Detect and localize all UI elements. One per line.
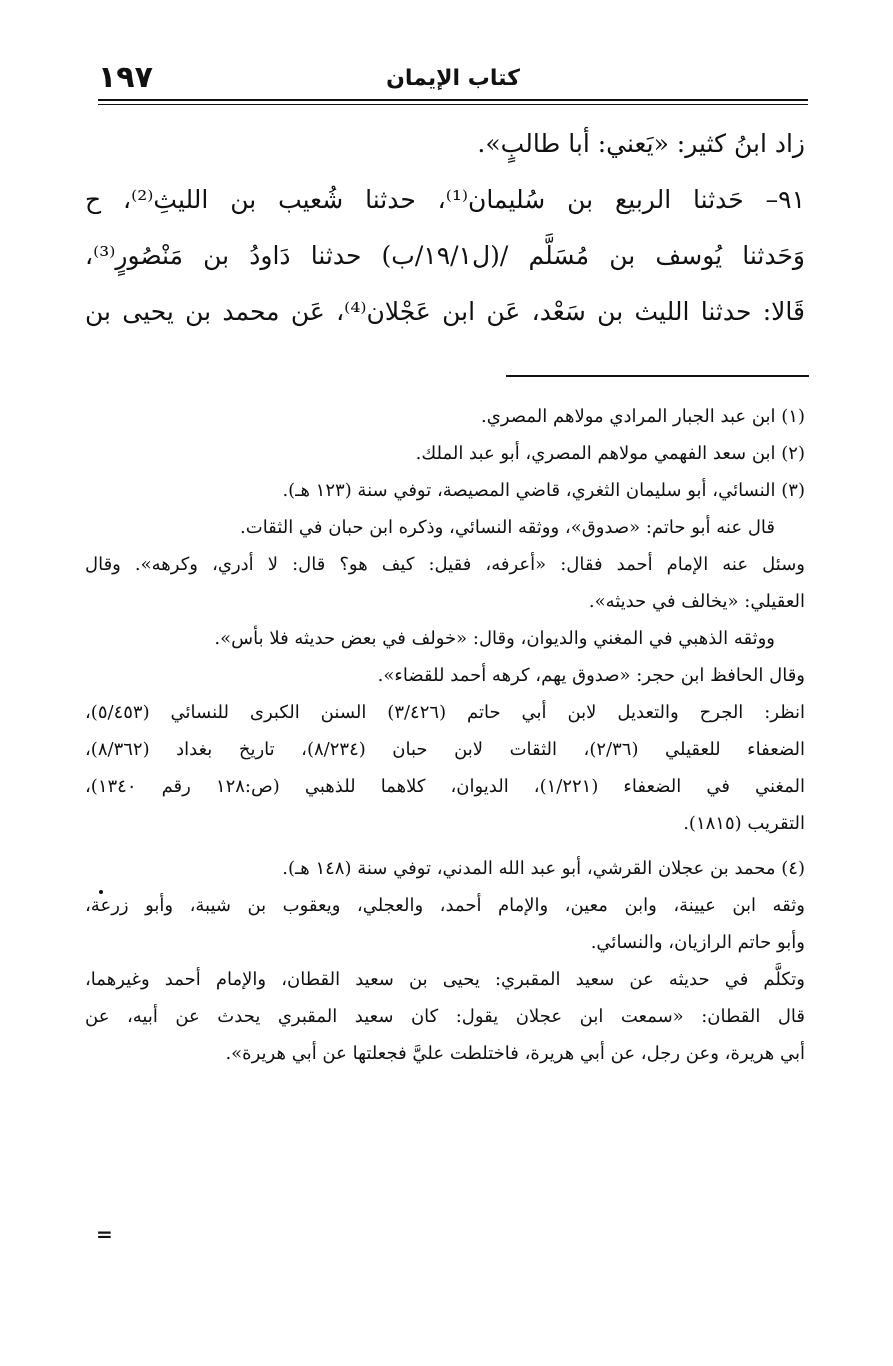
header-rule-thin <box>98 104 808 105</box>
footnote-line: العقيلي: «يخالف في حديثه». <box>588 591 805 612</box>
main-text <box>85 116 805 340</box>
header-rule <box>98 99 808 101</box>
footnote-line: التقريب (١٨١٥). <box>683 813 805 834</box>
footnote-line: الضعفاء للعقيلي (٢/٣٦)، الثقات لابن حبان (٨/٢٣٤)، تاريخ بغداد (٨/٣٦٢)، <box>85 739 805 760</box>
margin-dot <box>99 890 103 894</box>
footnote-line: وأبو حاتم الرازيان، والنسائي. <box>590 932 805 953</box>
spacer <box>85 842 805 850</box>
page-header <box>98 58 808 98</box>
footnote-line: وثقه ابن عيينة، وابن معين، والإمام أحمد، والعجلي، ويعقوب بن شيبة، وأبو زرعة، <box>85 895 805 916</box>
footnote-line: وسئل عنه الإمام أحمد فقال: «أعرفه، فقيل: كيف هو؟ قال: لا أدري، وكرهه». وقال <box>85 554 805 575</box>
footnote-line: (٣) النسائي، أبو سليمان الثغري، قاضي المصيصة، توفي سنة (١٢٣ هـ). <box>282 480 805 501</box>
footnote-line: (٤) محمد بن عجلان القرشي، أبو عبد الله المدني، توفي سنة (١٤٨ هـ). <box>282 858 805 879</box>
footnote-line: انظر: الجرح والتعديل لابن أبي حاتم (٣/٤٢٦) السنن الكبرى للنسائي (٥/٤٥٣)، <box>85 702 805 723</box>
footnote-line: أبي هريرة، وعن رجل، عن أبي هريرة، فاختلطت عليَّ فجعلتها عن أبي هريرة». <box>225 1043 805 1064</box>
main-line: زاد ابنُ كثير: «يَعني: أبا طالبٍ». <box>477 129 805 158</box>
footnotes <box>85 398 805 1072</box>
main-line: ٩١– حَدثنا الربيع بن سُليمان⁽¹⁾، حدثنا شُعيب بن الليثِ⁽²⁾، ح <box>85 185 805 214</box>
footnote-separator <box>506 375 809 377</box>
main-line: قَالا: حدثنا الليث بن سَعْد، عَن ابن عَجْلان⁽⁴⁾، عَن محمد بن يحيى بن <box>85 297 805 326</box>
footnote-line: وقال الحافظ ابن حجر: «صدوق يهم، كرهه أحمد للقضاء». <box>377 665 805 686</box>
page-number: ١٩٧ <box>98 60 153 95</box>
continuation-mark: = <box>96 1222 113 1246</box>
main-line: وَحَدثنا يُوسف بن مُسَلَّم /(ل١٩/١/ب) حدثنا دَاودُ بن مَنْصُورٍ⁽³⁾، <box>85 241 805 270</box>
running-head: كتاب الإيمان <box>386 66 520 91</box>
footnote-line: المغني في الضعفاء (١/٢٢١)، الديوان، كلاهما للذهبي (ص:١٢٨ رقم ١٣٤٠)، <box>85 776 805 797</box>
footnote-line: قال القطان: «سمعت ابن عجلان يقول: كان سعيد المقبري يحدث عن أبيه، عن <box>85 1006 805 1027</box>
footnote-line: (٢) ابن سعد الفهمي مولاهم المصري، أبو عبد الملك. <box>415 443 805 464</box>
footnote-line: وتكلَّم في حديثه عن سعيد المقبري: يحيى بن سعيد القطان، والإمام أحمد وغيرهما، <box>85 969 805 990</box>
footnote-line: (١) ابن عبد الجبار المرادي مولاهم المصري. <box>481 406 805 427</box>
footnote-line: قال عنه أبو حاتم: «صدوق»، ووثقه النسائي، وذكره ابن حبان في الثقات. <box>240 517 775 538</box>
footnote-line: ووثقه الذهبي في المغني والديوان، وقال: «خولف في بعض حديثه فلا بأس». <box>214 628 775 649</box>
